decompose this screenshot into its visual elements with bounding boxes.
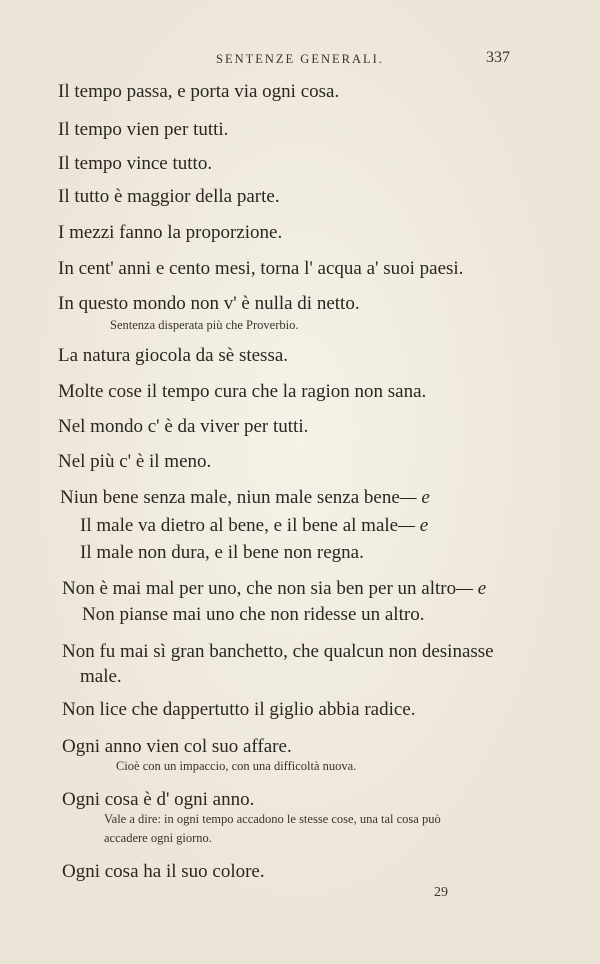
page-number: 337	[486, 49, 510, 66]
proverb-line: La natura giocola da sè stessa.	[58, 345, 289, 366]
proverb-text: Il male va dietro al bene, e il bene al male	[80, 515, 399, 536]
proverb-line: Ogni cosa ha il suo colore.	[62, 861, 265, 882]
proverb-line	[80, 514, 428, 537]
proverb-line: Nel più c' è il meno.	[58, 451, 212, 472]
proverb-line: In questo mondo non v' è nulla di netto.	[58, 293, 360, 314]
proverb-line: In cent' anni e cento mesi, torna l' acqua a' suoi paesi.	[58, 258, 464, 279]
proverb-line: Il male non dura, e il bene non regna.	[80, 542, 364, 563]
proverb-text: Non è mai mal per uno, che non sia ben per un altro	[62, 578, 457, 599]
explanatory-note: accadere ogni giorno.	[104, 831, 212, 845]
proverb-line: Il tutto è maggior della parte.	[58, 186, 280, 207]
proverb-line: Il tempo passa, e porta via ogni cosa.	[58, 81, 340, 102]
proverb-line	[60, 486, 430, 509]
proverb-line: Molte cose il tempo cura che la ragion non sana.	[58, 381, 427, 402]
proverb-connector: — e	[399, 487, 430, 508]
proverb-connector: — e	[398, 515, 429, 536]
proverb-line: Non fu mai sì gran banchetto, che qualcun non desinasse	[62, 641, 494, 662]
proverb-line: Non lice che dappertutto il giglio abbia radice.	[62, 699, 416, 720]
proverb-line: Nel mondo c' è da viver per tutti.	[58, 416, 309, 437]
running-title: SENTENZE GENERALI.	[216, 52, 384, 66]
proverb-line	[62, 577, 486, 600]
proverb-line: Ogni anno vien col suo affare.	[62, 736, 292, 757]
proverb-text: Niun bene senza male, niun male senza bene	[60, 487, 400, 508]
page-header	[0, 49, 600, 72]
proverb-line: male.	[80, 666, 122, 687]
proverb-line: Ogni cosa è d' ogni anno.	[62, 789, 255, 810]
proverb-line: Il tempo vien per tutti.	[58, 119, 229, 140]
proverb-line: I mezzi fanno la proporzione.	[58, 222, 283, 243]
signature-mark: 29	[434, 885, 448, 900]
proverb-line: Il tempo vince tutto.	[58, 153, 213, 174]
proverb-line: Non pianse mai uno che non ridesse un altro.	[82, 604, 425, 625]
proverb-connector: — e	[456, 578, 487, 599]
explanatory-note: Cioè con un impaccio, con una difficoltà nuova.	[116, 759, 357, 773]
explanatory-note: Sentenza disperata più che Proverbio.	[110, 318, 299, 332]
explanatory-note: Vale a dire: in ogni tempo accadono le stesse cose, una tal cosa può	[104, 812, 441, 826]
